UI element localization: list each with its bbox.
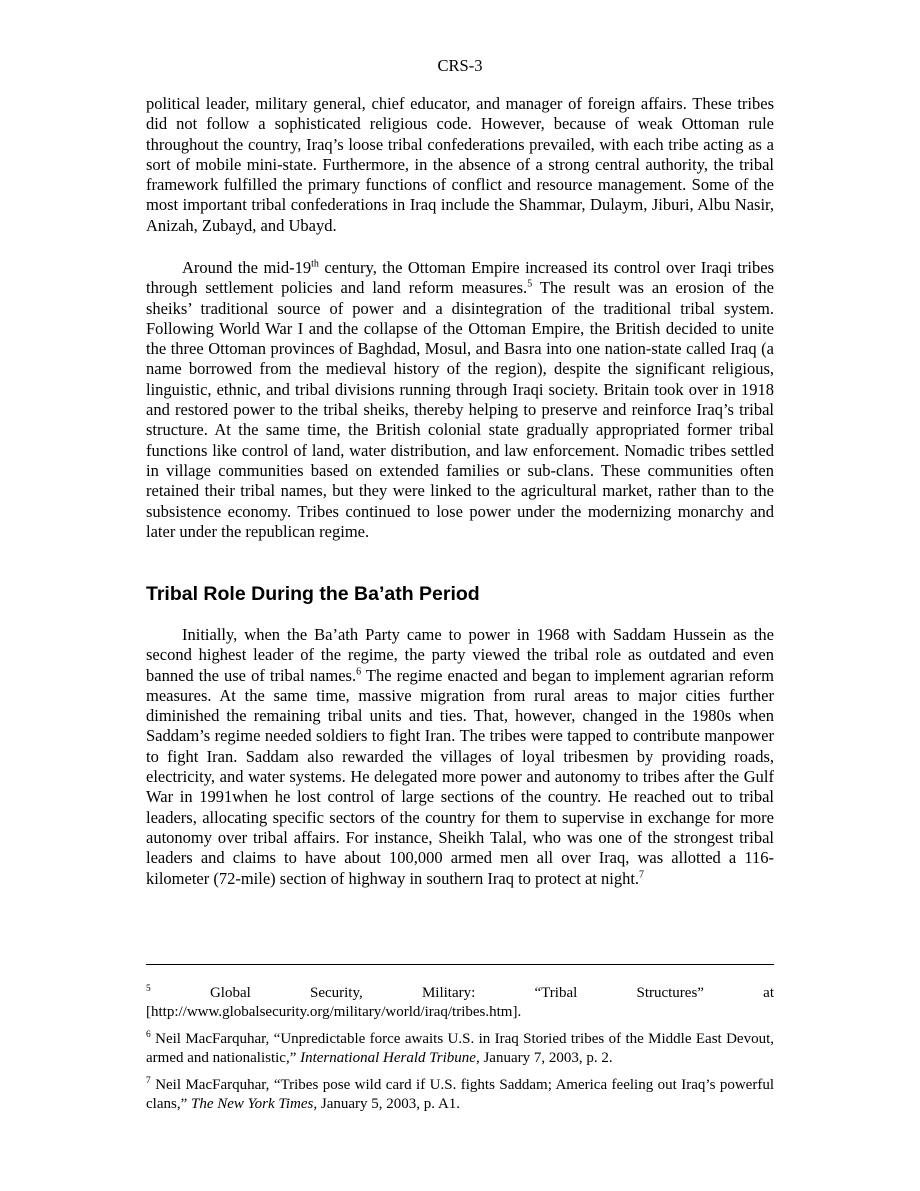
footnote-text: Neil MacFarquhar, “Tribes pose wild card if U.S. fights Saddam; America feeling out Iraq’s powerful clans,”: [146, 1077, 774, 1112]
footnote-mark: 6: [146, 1030, 151, 1040]
footnote-7: [146, 1076, 774, 1114]
footnote-5: [146, 984, 774, 1022]
paragraph-text: century, the Ottoman Empire increased its control over Iraqi tribes through settlement policies and land reform measures.: [146, 258, 774, 298]
footnote-ref-7[interactable]: 7: [639, 869, 645, 881]
footnotes-section: [146, 984, 774, 1122]
footnote-text: Global Security, Military: “Tribal Structures” at [http://www.globalsecurity.org/military/world/iraq/tribes.htm].: [146, 985, 774, 1020]
footnote-6: [146, 1030, 774, 1068]
body-paragraph-3: [146, 625, 774, 889]
body-paragraph-1: [146, 94, 774, 236]
footnote-ref-5[interactable]: 5: [527, 278, 533, 290]
paragraph-text: Initially, when the Ba’ath Party came to power in 1968 with Saddam Hussein as the second highest leader of the regime, the party viewed the tribal role as outdated and even banned the use of tribal names.: [146, 625, 774, 685]
footnote-text: Neil MacFarquhar, “Unpredictable force awaits U.S. in Iraq Storied tribes of the Middle East Devout, armed and nationalistic,”: [146, 1031, 774, 1066]
superscript-ordinal: th: [311, 258, 319, 270]
footnote-text: , January 5, 2003, p. A1.: [313, 1096, 461, 1112]
footnote-publication: The New York Times: [190, 1096, 314, 1112]
section-heading: Tribal Role During the Ba’ath Period: [146, 583, 480, 605]
paragraph-text: The result was an erosion of the sheiks’ traditional source of power and a disintegration of the traditional tribal system. Following World War I and the collapse of the Ottoman Empire, the British decided to unite the three Ottoman provinces of Baghdad, Mosul, and Basra into one nation-state called Iraq (a name borrowed from the medieval history of the region), despite the significant religious, linguistic, ethnic, and tribal divisions running through Iraqi society. Britain took over in 1918 and restored power to the tribal sheiks, thereby helping to preserve and reinforce Iraq’s tribal structure. At the same time, the British colonial state gradually appropriated former tribal functions like control of land, water distribution, and law enforcement. Nomadic tribes settled in village communities based on extended families or sub-clans. These communities often retained their tribal names, but they were linked to the agricultural market, rather than to the subsistence economy. Tribes continued to lose power under the modernizing monarchy and later under the republican regime.: [146, 278, 774, 541]
paragraph-text: Around the mid-19: [182, 258, 312, 277]
footnote-text: , January 7, 2003, p. 2.: [475, 1050, 613, 1066]
footnote-ref-6[interactable]: 6: [356, 666, 362, 678]
footnote-mark: 5: [146, 984, 151, 994]
paragraph-text: The regime enacted and began to implement agrarian reform measures. At the same time, massive migration from rural areas to major cities further diminished the remaining tribal units and ties. That, however, changed in the 1980s when Saddam’s regime needed soldiers to fight Iran. The tribes were tapped to contribute manpower to fight Iran. Saddam also rewarded the villages of loyal tribesmen by providing roads, electricity, and water systems. He delegated more power and autonomy to tribes after the Gulf War in 1991when he lost control of large sections of the country. He reached out to tribal leaders, allocating specific sectors of the country for them to supervise in exchange for more autonomy over tribal affairs. For instance, Sheikh Talal, who was one of the strongest tribal leaders and claims to have about 100,000 armed men all over Iraq, was allotted a 116-kilometer (72-mile) section of highway in southern Iraq to protect at night.: [146, 665, 774, 888]
body-paragraph-2: [146, 258, 774, 542]
page-header-label: CRS-3: [437, 56, 483, 75]
footnote-mark: 7: [146, 1076, 151, 1086]
footnote-divider: [146, 964, 774, 965]
footnote-publication: International Herald Tribune: [300, 1050, 476, 1066]
paragraph-text: political leader, military general, chief educator, and manager of foreign affairs. These tribes did not follow a sophisticated religious code. However, because of weak Ottoman rule throughout the country, Iraq’s loose tribal confederations prevailed, with each tribe acting as a sort of mobile mini-state. Furthermore, in the absence of a strong central authority, the tribal framework fulfilled the primary functions of conflict and resource management. Some of the most important tribal confederations in Iraq include the Shammar, Dulaym, Jiburi, Albu Nasir, Anizah, Zubayd, and Ubayd.: [146, 94, 774, 235]
